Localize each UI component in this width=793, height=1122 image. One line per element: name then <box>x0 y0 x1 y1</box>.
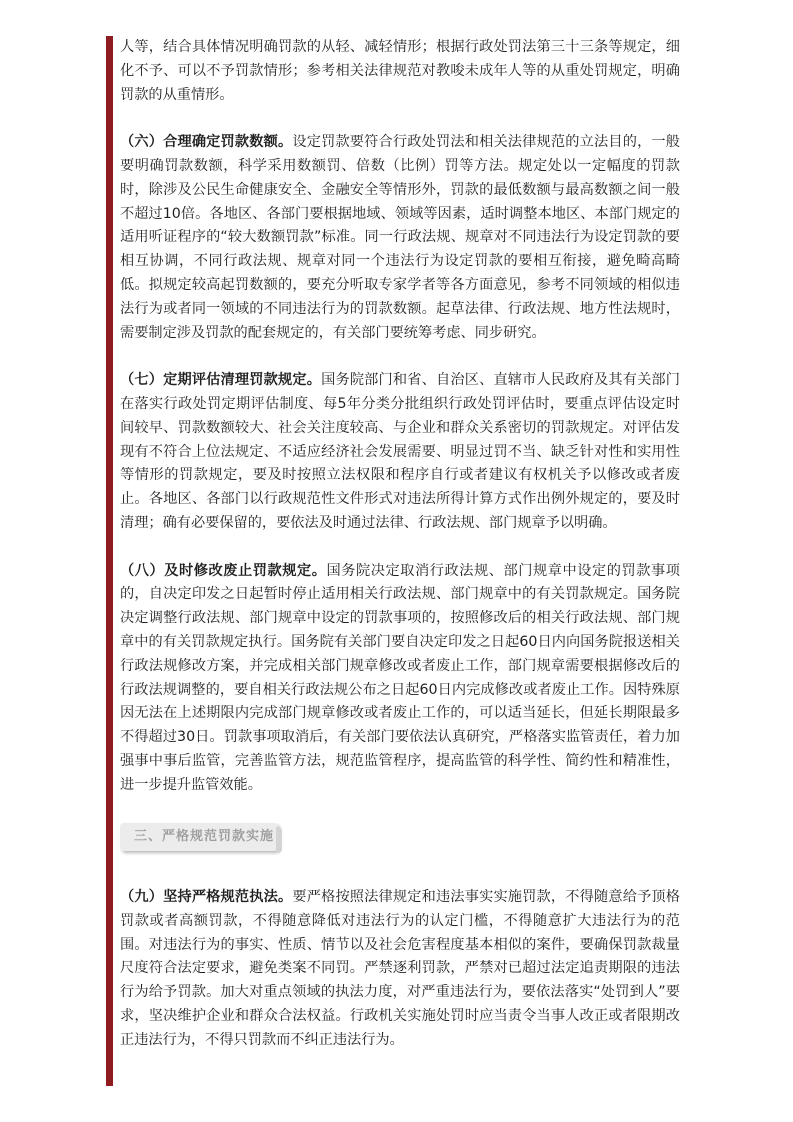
item-8-paragraph <box>120 560 680 798</box>
item-6-heading: （六）合理确定罚款数额。 <box>120 134 293 151</box>
section-heading-text: 三、严格规范罚款实施 <box>134 829 275 845</box>
item-9-heading: （九）坚持严格规范执法。 <box>120 889 293 906</box>
document-body <box>120 36 680 1076</box>
left-accent-bar <box>106 36 113 1086</box>
intro-text: 人等，结合具体情况明确罚款的从轻、减轻情形；根据行政处罚法第三十三条等规定，细化不予、可以不予罚款情形；参考相关法律规范对教唆未成年人等的从重处罚规定，明确罚款的从重情形。 <box>120 39 680 103</box>
item-8-body: 国务院决定取消行政法规、部门规章中设定的罚款事项的，自决定印发之日起暂时停止适用相关行政法规、部门规章中的有关罚款规定。国务院决定调整行政法规、部门规章中设定的罚款事项的，按照修改后的相关行政法规、部门规章中的有关罚款规定执行。国务院有关部门要自决定印发之日起60日内向国务院报送相关行政法规修改方案，并完成相关部门规章修改或者废止工作，部门规章需要根据修改后的行政法规调整的，要自相关行政法规公布之日起60日内完成修改或者废止工作。因特殊原因无法在上述期限内完成部门规章修改或者废止工作的，可以适当延长，但延长期限最多不得超过30日。罚款事项取消后，有关部门要依法认真研究，严格落实监管责任，着力加强事中事后监管，完善监管方法，规范监管程序，提高监管的科学性、简约性和精准性，进一步提升监管效能。 <box>120 562 680 793</box>
section-heading-tag <box>120 823 278 851</box>
intro-paragraph <box>120 36 680 107</box>
item-6-body: 设定罚款要符合行政处罚法和相关法律规范的立法目的，一般要明确罚款数额，科学采用数额罚、倍数（比例）罚等方法。规定处以一定幅度的罚款时，除涉及公民生命健康安全、金融安全等情形外，罚款的最低数额与最高数额之间一般不超过10倍。各地区、各部门要根据地域、领域等因素，适时调整本地区、本部门规定的适用听证程序的“较大数额罚款”标准。同一行政法规、规章对不同违法行为设定罚款的要相互协调，不同行政法规、规章对同一个违法行为设定罚款的要相互衔接，避免畸高畸低。拟规定较高起罚数额的，要充分听取专家学者等各方面意见，参考不同领域的相似违法行为或者同一领域的不同违法行为的罚款数额。起草法律、行政法规、地方性法规时，需要制定涉及罚款的配套规定的，有关部门要统筹考虑、同步研究。 <box>120 134 680 341</box>
item-7-body: 国务院部门和省、自治区、直辖市人民政府及其有关部门在落实行政处罚定期评估制度、每5年分类分批组织行政处罚评估时，要重点评估设定时间较早、罚款数额较大、社会关注度较高、与企业和群众关系密切的罚款规定。对评估发现有不符合上位法规定、不适应经济社会发展需要、明显过罚不当、缺乏针对性和实用性等情形的罚款规定，要及时按照立法权限和程序自行或者建议有权机关予以修改或者废止。各地区、各部门以行政规范性文件形式对违法所得计算方式作出例外规定的，要及时清理；确有必要保留的，要依法及时通过法律、行政法规、部门规章予以明确。 <box>120 372 680 531</box>
item-9-paragraph <box>120 886 680 1053</box>
item-8-heading: （八）及时修改废止罚款规定。 <box>120 562 327 579</box>
item-6-paragraph <box>120 131 680 345</box>
section-tag-shadow <box>276 827 282 853</box>
item-7-heading: （七）定期评估清理罚款规定。 <box>120 372 322 389</box>
item-7-paragraph <box>120 369 680 536</box>
item-9-body: 要严格按照法律规定和违法事实实施罚款，不得随意给予顶格罚款或者高额罚款，不得随意降低对违法行为的认定门槛，不得随意扩大违法行为的范围。对违法行为的事实、性质、情节以及社会危害程度基本相似的案件，要确保罚款裁量尺度符合法定要求，避免类案不同罚。严禁逐利罚款，严禁对已超过法定追责期限的违法行为给予罚款。加大对重点领域的执法力度，对严重违法行为，要依法落实“处罚到人”要求，坚决维护企业和群众合法权益。行政机关实施处罚时应当责令当事人改正或者限期改正违法行为，不得只罚款而不纠正违法行为。 <box>120 889 680 1048</box>
